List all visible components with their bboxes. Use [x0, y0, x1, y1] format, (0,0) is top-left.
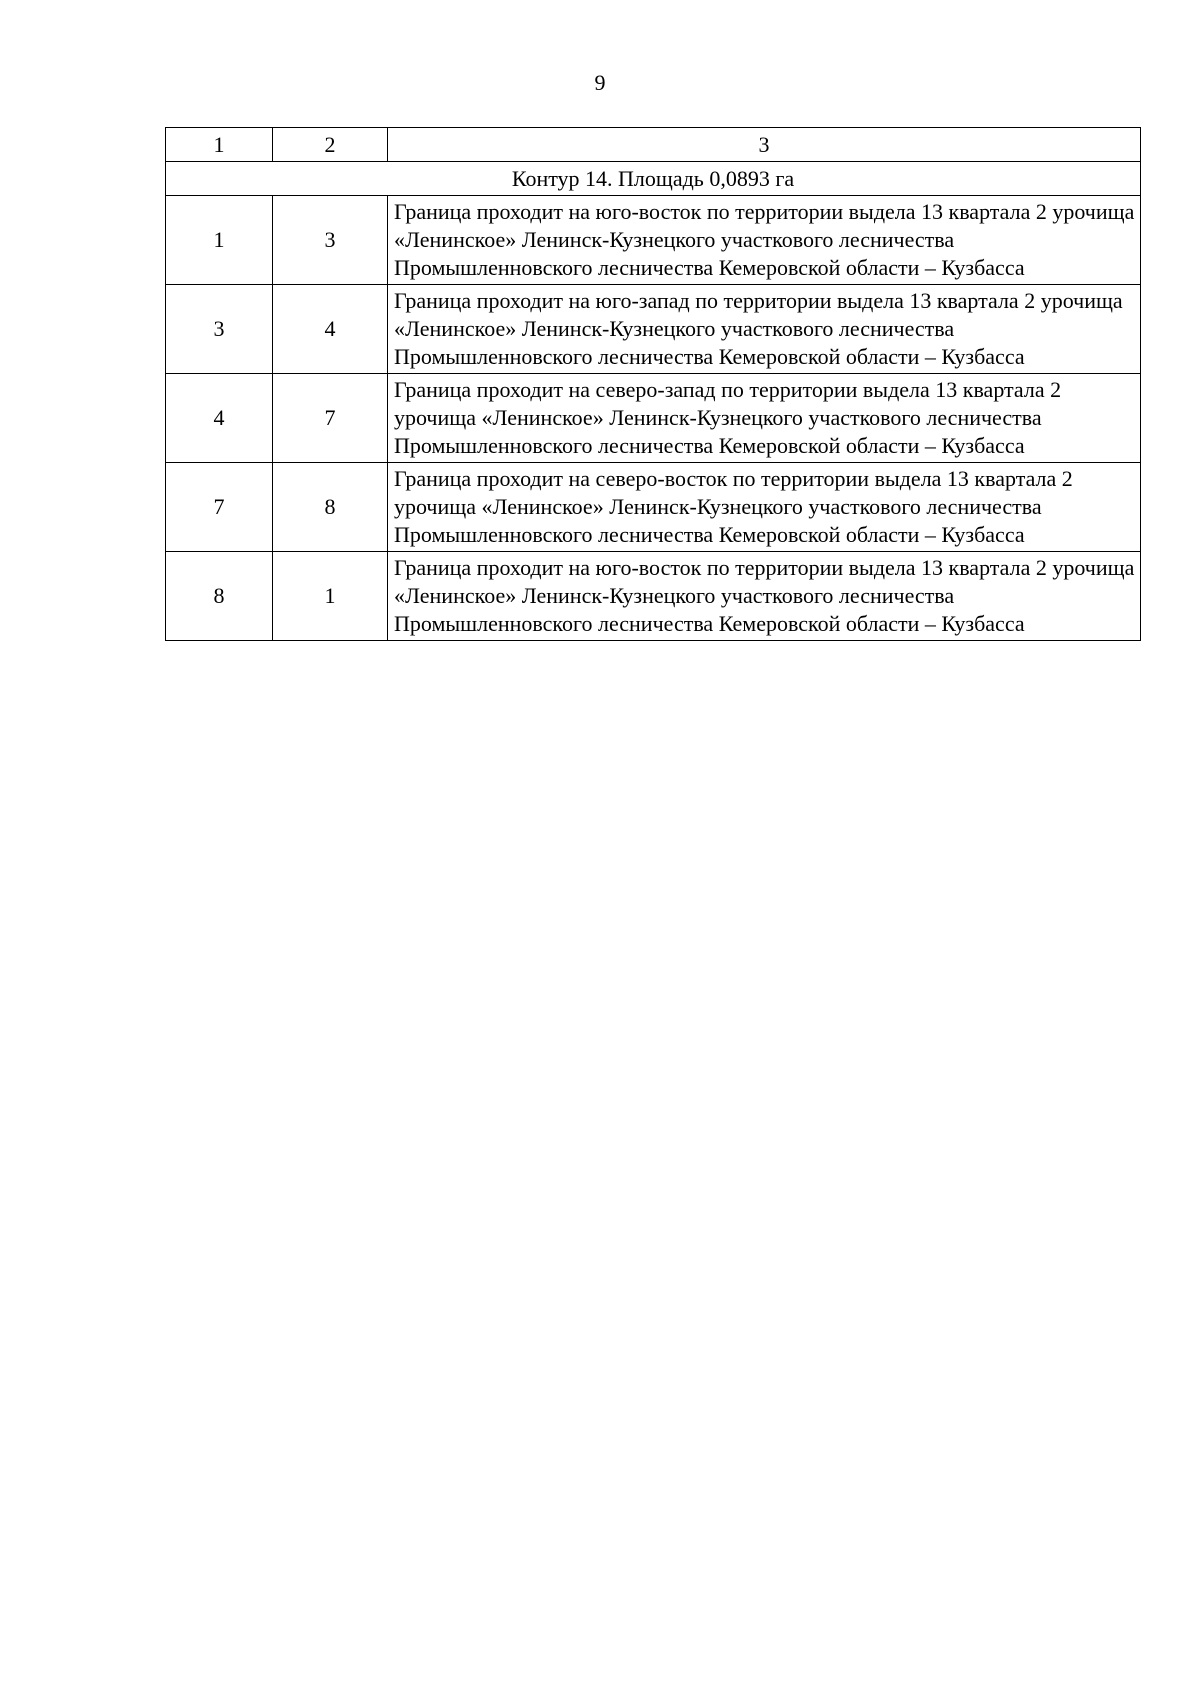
to-point: 1	[273, 552, 388, 641]
page-number: 9	[594, 70, 606, 95]
column-header-3: 3	[388, 128, 1141, 162]
boundary-description: Граница проходит на северо-запад по территории выдела 13 квартала 2 урочища «Ленинское» Ленинск-Кузнецкого участкового лесничества Промышленновского лесничества Кемеровской области – Кузбасса	[388, 374, 1141, 463]
to-point: 8	[273, 463, 388, 552]
to-point: 3	[273, 196, 388, 285]
table-header-row	[166, 128, 1141, 162]
table-row	[166, 285, 1141, 374]
boundary-description: Граница проходит на юго-восток по территории выдела 13 квартала 2 урочища «Ленинское» Ленинск-Кузнецкого участкового лесничества Промышленновского лесничества Кемеровской области – Кузбасса	[388, 196, 1141, 285]
boundary-description-table	[165, 127, 1141, 641]
contour-title-row	[166, 162, 1141, 196]
column-header-2: 2	[273, 128, 388, 162]
table-row	[166, 552, 1141, 641]
table-row	[166, 374, 1141, 463]
boundary-description: Граница проходит на юго-запад по территории выдела 13 квартала 2 урочища «Ленинское» Ленинск-Кузнецкого участкового лесничества Промышленновского лесничества Кемеровской области – Кузбасса	[388, 285, 1141, 374]
to-point: 7	[273, 374, 388, 463]
from-point: 3	[166, 285, 273, 374]
table-row	[166, 463, 1141, 552]
from-point: 7	[166, 463, 273, 552]
boundary-description: Граница проходит на северо-восток по территории выдела 13 квартала 2 урочища «Ленинское» Ленинск-Кузнецкого участкового лесничества Промышленновского лесничества Кемеровской области – Кузбасса	[388, 463, 1141, 552]
contour-title: Контур 14. Площадь 0,0893 га	[166, 162, 1141, 196]
boundary-description: Граница проходит на юго-восток по территории выдела 13 квартала 2 урочища «Ленинское» Ленинск-Кузнецкого участкового лесничества Промышленновского лесничества Кемеровской области – Кузбасса	[388, 552, 1141, 641]
from-point: 8	[166, 552, 273, 641]
to-point: 4	[273, 285, 388, 374]
table-row	[166, 196, 1141, 285]
from-point: 4	[166, 374, 273, 463]
column-header-1: 1	[166, 128, 273, 162]
from-point: 1	[166, 196, 273, 285]
